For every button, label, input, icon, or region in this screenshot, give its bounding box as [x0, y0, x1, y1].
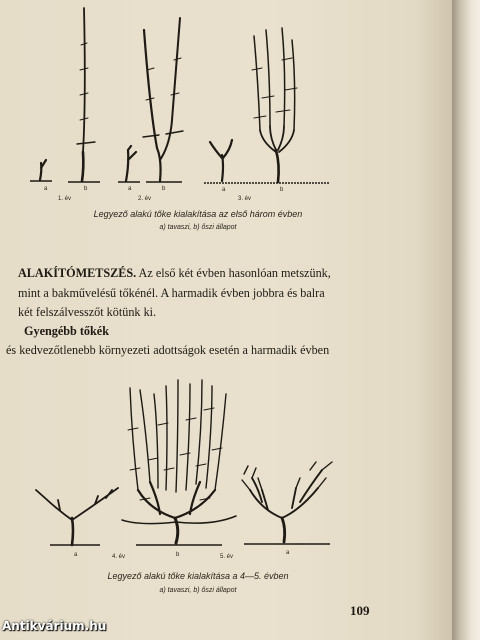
page-edge: [452, 0, 480, 640]
figure-1-subcaption: a) tavaszi, b) őszi állapot: [159, 224, 237, 231]
fig1-label-b-2: b: [162, 186, 166, 192]
fig2-year-5: 5. év: [220, 554, 234, 560]
fig1-year-3: 3. év: [238, 196, 252, 202]
paragraph-line-3: két felszálvesszőt kötünk ki.: [18, 305, 157, 319]
paragraph-line-1: [18, 263, 442, 283]
fig1-label-b-1: b: [84, 186, 88, 192]
paragraph-line-2: mint a bakművelésű tőkénél. A harmadik évben jobbra és balra: [18, 286, 325, 300]
fig2-label-b-1: b: [176, 552, 180, 558]
fig1-year-1: 1. év: [58, 196, 72, 202]
fig2-year-4: 4. év: [112, 554, 126, 560]
fig2-label-a-1: a: [74, 552, 78, 558]
fig2-label-a-2: a: [286, 550, 290, 556]
paragraph-line-4: és kedvezőtlenebb környezeti adottságok esetén a harmadik évben: [6, 343, 330, 357]
fig1-year-2: 2. év: [138, 196, 152, 202]
figure-2-caption: Legyező alakú tőke kialakítása a 4—5. évben: [107, 571, 289, 581]
figure-1-illustration: [0, 0, 452, 205]
fig1-label-a-3: a: [222, 187, 226, 193]
fig1-label-a-2: a: [128, 186, 132, 192]
figure-2-subcaption: a) tavaszi, b) őszi állapot: [159, 587, 237, 594]
paragraph-line-1-rest: Az első két évben hasonlóan metszünk,: [136, 266, 331, 280]
figure-2-illustration: [0, 370, 452, 570]
fig1-label-b-3: b: [280, 187, 284, 193]
fig1-label-a-1: a: [44, 186, 48, 192]
section-title: ALAKÍTÓMETSZÉS.: [18, 266, 137, 280]
subsection-heading: Gyengébb tőkék: [24, 324, 109, 338]
page-number: 109: [350, 603, 370, 618]
watermark-link[interactable]: Antikvárium.hu: [2, 619, 107, 633]
figure-1-caption: Legyező alakú tőke kialakítása az első három évben: [93, 209, 303, 219]
